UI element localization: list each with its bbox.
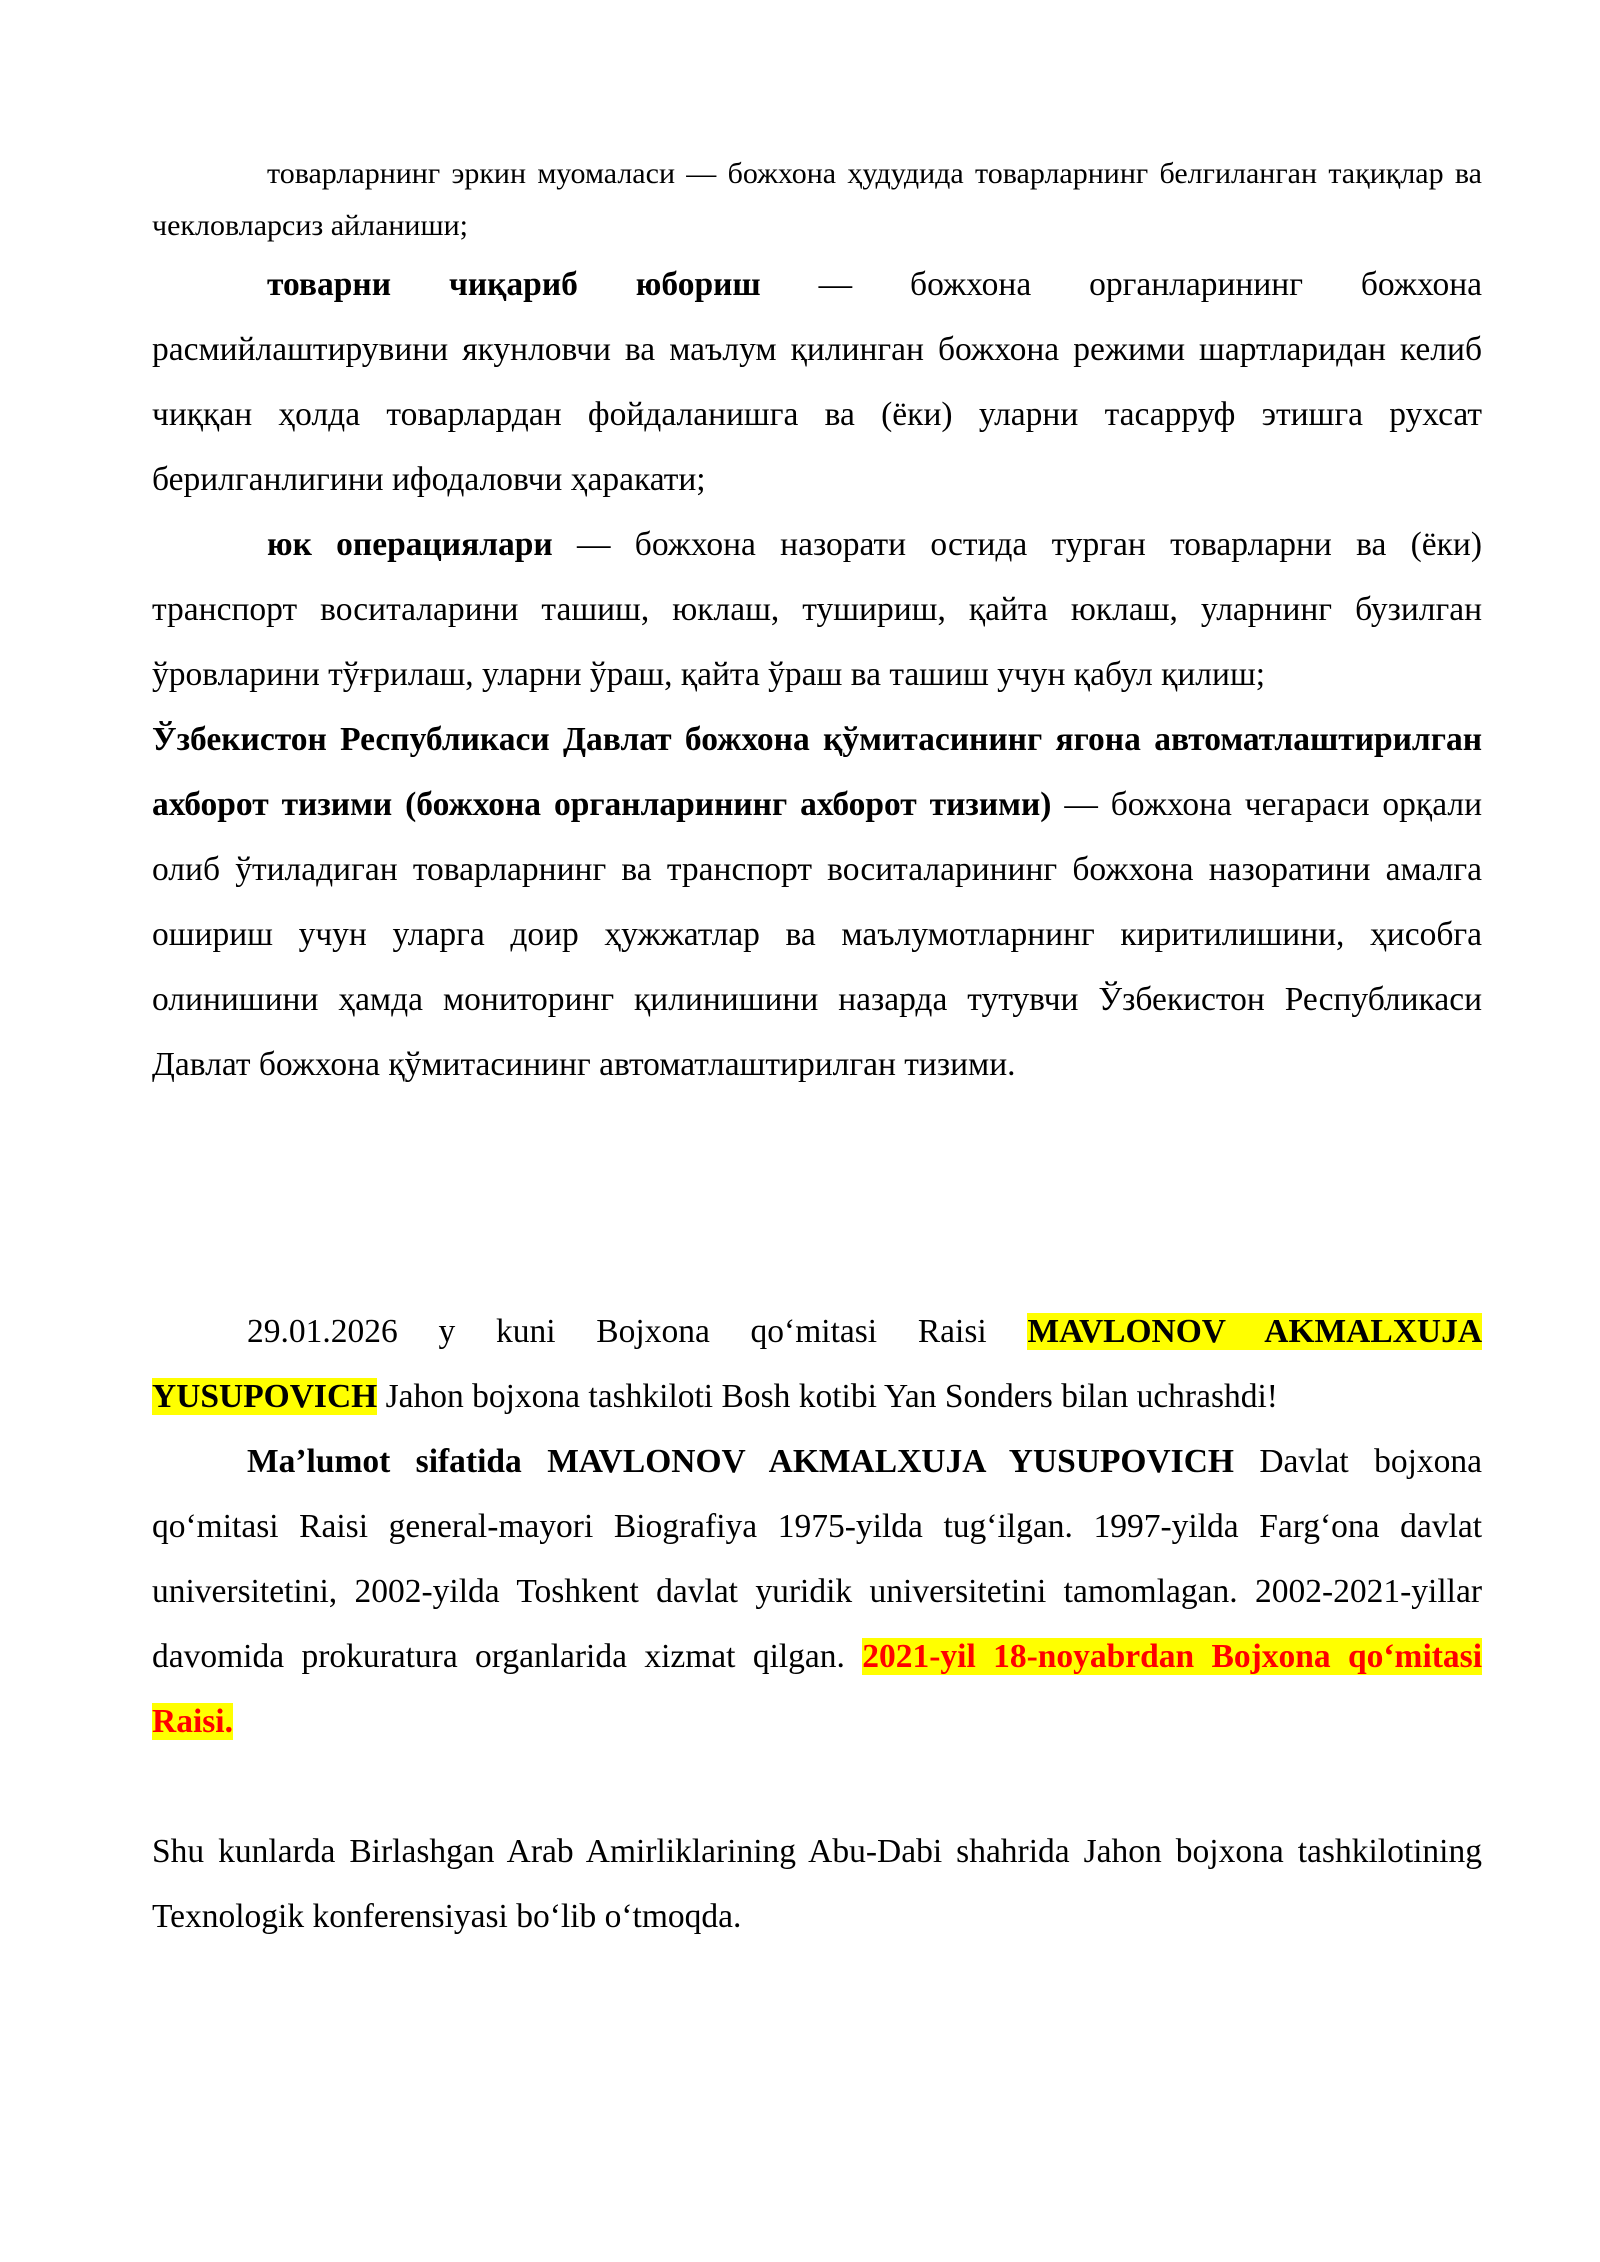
term-information-about: Ma’lumot sifatida MAVLONOV AKMALXUJA YUSUPOVICH [247,1443,1234,1480]
paragraph-text: Shu kunlarda Birlashgan Arab Amirliklarining Abu-Dabi shahrida Jahon bojxona tashkilotining Texnologik konferensiyasi boʻlib oʻtmoqda. [152,1833,1482,1935]
paragraph-biography [152,1429,1482,1754]
term-information-system: Ўзбекистон Республикаси Давлат божхона қўмитасининг ягона автоматлаштирилган ахборот тизими (божхона органларининг ахборот тизими) [152,721,1482,823]
spacer [152,1754,1482,1819]
paragraph-conference [152,1819,1482,1949]
paragraph-release-of-goods [152,252,1482,512]
spacer [152,1097,1482,1299]
paragraph-cargo-operations [152,512,1482,707]
paragraph-text: 29.01.2026 y kuni Bojxona qoʻmitasi Raisi [247,1313,1028,1350]
paragraph-meeting [152,1299,1482,1429]
paragraph-text: Davlat bojxona qoʻmitasi Raisi general-mayori Biografiya 1975-yilda tugʻilgan. 1997-yilda Fargʻona davlat universitetini, 2002-yilda Toshkent davlat yuridik universitetini tamomlagan. 2002-2021-yillar davomida prokuratura organlarida xizmat qilgan. [152,1443,1482,1675]
paragraph-text: товарларнинг эркин муомаласи — божхона ҳудудида товарларнинг белгиланган тақиқлар ва чекловларсиз айланиши; [152,157,1482,242]
paragraph-text: Jahon bojxona tashkiloti Bosh kotibi Yan Sonders bilan uchrashdi! [377,1378,1278,1415]
paragraph-free-circulation [152,148,1482,252]
document-body [152,148,1482,1949]
paragraph-text: — божхона назорати остида турган товарларни ва (ёки) транспорт воситаларини ташиш, юклаш, тушириш, қайта юклаш, уларнинг бузилган ўровларини тўғрилаш, уларни ўраш, қайта ўраш ва ташиш учун қабул қилиш; [152,526,1482,693]
paragraph-text: — божхона органларининг божхона расмийлаштирувини якунловчи ва маълум қилинган божхона режими шартларидан келиб чиққан ҳолда товарлардан фойдаланишга ва (ёки) уларни тасарруф этишга рухсат берилганлигини ифодаловчи ҳаракати; [152,266,1483,498]
highlighted-name: MAVLONOV AKMALXUJA YUSUPOVICH [152,1313,1483,1415]
paragraph-text: — божхона чегараси орқали олиб ўтиладиган товарларнинг ва транспорт воситаларининг божхона назоратини амалга ошириш учун уларга доир ҳужжатлар ва маълумотларнинг киритилишини, ҳисобга олинишини ҳамда мониторинг қилинишини назарда тутувчи Ўзбекистон Республикаси Давлат божхона қўмитасининг автоматлаштирилган тизими. [152,786,1483,1083]
paragraph-information-system [152,707,1482,1097]
term-release-of-goods: товарни чиқариб юбориш [267,266,761,303]
term-cargo-operations: юк операциялари [267,526,553,563]
highlighted-red-text: 2021-yil 18-noyabrdan Bojxona qoʻmitasi Raisi. [152,1638,1483,1740]
